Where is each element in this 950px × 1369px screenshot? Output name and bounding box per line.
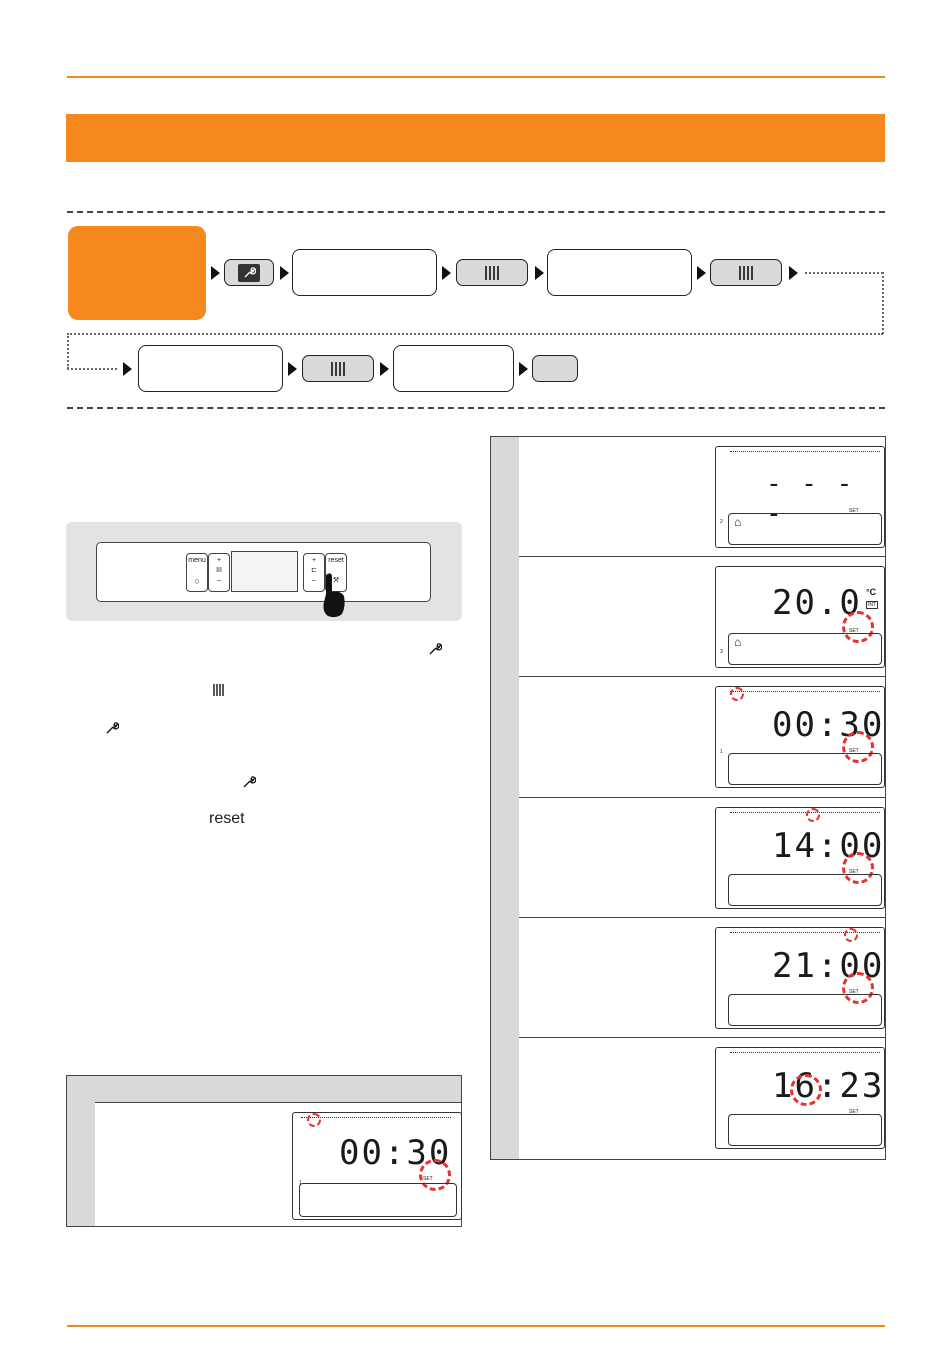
set-label: SET: [849, 748, 859, 754]
flow-step-box: [547, 249, 692, 296]
time-scale: [730, 812, 880, 813]
radiator-icon: III: [216, 567, 222, 574]
int-label: INT: [868, 602, 877, 608]
radiator-icon: [482, 264, 502, 282]
row-label: 1: [299, 1180, 302, 1186]
flow-bottom-dashed-line: [67, 407, 885, 409]
set-label: SET: [849, 1109, 859, 1115]
set-label: SET: [849, 989, 859, 995]
time-scale: [730, 451, 880, 452]
lcd-digits: 00:30: [772, 705, 885, 745]
table-index-column: [67, 1076, 95, 1226]
wrench-icon: ⚒: [332, 577, 340, 584]
flow-dotted-connector: [67, 368, 117, 370]
flow-top-dashed-line: [67, 211, 885, 213]
unit-label: °C: [866, 587, 877, 597]
lcd-screen: [715, 446, 885, 548]
top-rule: [67, 76, 885, 78]
minus-label: –: [312, 577, 316, 584]
flow-step-box: [138, 345, 283, 392]
wrench-icon: [428, 642, 442, 656]
row-label: 3: [720, 649, 723, 655]
radiator-icon: [211, 683, 225, 697]
set-label: SET: [849, 508, 859, 514]
radiator-icon: [328, 360, 348, 378]
power-icon: ○: [194, 576, 200, 586]
lcd-lower-frame: [728, 994, 882, 1026]
lcd-lower-frame: [728, 1114, 882, 1146]
radiator-button-pill: [302, 355, 374, 382]
home-icon: ⌂: [734, 515, 742, 529]
lcd-screen: [715, 807, 885, 909]
radiator-button-pill: [456, 259, 528, 286]
lcd-digits: 00:30: [339, 1133, 452, 1173]
flow-dotted-connector: [67, 333, 883, 335]
menu-button: [186, 553, 208, 592]
time-scale: [730, 1052, 880, 1053]
flow-step-box: [292, 249, 437, 296]
lcd-screen: [715, 686, 885, 788]
lcd-screen: [715, 927, 885, 1029]
lcd-lower-frame: [728, 874, 882, 906]
menu-label: menu: [188, 557, 206, 564]
flow-dotted-connector: [882, 272, 884, 334]
wrench-button-pill: [224, 259, 274, 286]
lcd-digits: - - - -: [766, 469, 855, 529]
row-label: 2: [720, 519, 723, 525]
blink-indicator: [730, 687, 744, 701]
flow-arrow: [442, 266, 451, 280]
table-divider: [519, 797, 885, 798]
blink-indicator: [806, 808, 820, 822]
table-divider: [519, 917, 885, 918]
lcd-digits: 16:23: [772, 1066, 885, 1106]
boiler-control-panel: [96, 542, 431, 602]
plus-label: +: [216, 557, 222, 564]
set-label: SET: [423, 1176, 433, 1182]
tap-icon: ⊏: [311, 567, 317, 574]
reset-word: reset: [209, 810, 245, 827]
lcd-digits: 21:00: [772, 946, 885, 986]
flow-arrow: [789, 266, 798, 280]
lcd-lower-frame: [728, 753, 882, 785]
flow-arrow: [123, 362, 132, 376]
plus-label: +: [311, 557, 317, 564]
lcd-lower-frame: [728, 513, 882, 545]
table-divider: [519, 676, 885, 677]
set-label: SET: [849, 628, 859, 634]
flow-arrow: [288, 362, 297, 376]
end-button-pill: [532, 355, 578, 382]
flow-arrow: [519, 362, 528, 376]
set-label: SET: [849, 869, 859, 875]
pointing-hand-icon: [318, 572, 348, 620]
wrench-icon: [105, 721, 119, 735]
flow-arrow: [535, 266, 544, 280]
table-index-column: [491, 437, 519, 1159]
flow-arrow: [211, 266, 220, 280]
time-scale: [301, 1117, 451, 1118]
home-icon: ⌂: [734, 635, 742, 649]
time-scale: [730, 691, 880, 692]
lcd-digits: 14:00: [772, 826, 885, 866]
table-divider: [519, 1037, 885, 1038]
section-banner: [66, 114, 885, 162]
flow-start-block: [68, 226, 206, 320]
lcd-lower-frame: [299, 1183, 457, 1217]
lcd-screen: [715, 566, 885, 668]
minus-label: –: [217, 577, 221, 584]
heating-button: [208, 553, 230, 592]
lcd-screen-small: [292, 1112, 462, 1220]
bottom-rule: [67, 1325, 885, 1327]
radiator-icon: [736, 264, 756, 282]
table-divider: [519, 556, 885, 557]
radiator-button-pill: [710, 259, 782, 286]
lcd-digits: 20.0: [772, 583, 862, 623]
flow-dotted-connector: [805, 272, 883, 274]
panel-display: [231, 551, 298, 592]
blink-indicator: [790, 1074, 822, 1106]
flow-arrow: [697, 266, 706, 280]
wrench-icon: [238, 264, 260, 282]
flow-step-box: [393, 345, 514, 392]
reset-label: reset: [328, 557, 344, 564]
blink-indicator: [307, 1113, 321, 1127]
row-label: 1: [720, 749, 723, 755]
blink-indicator: [844, 928, 858, 942]
flow-arrow: [280, 266, 289, 280]
lcd-lower-frame: [728, 633, 882, 665]
wrench-icon: [242, 775, 256, 789]
flow-arrow: [380, 362, 389, 376]
table-header-row: [67, 1076, 461, 1103]
table-divider: [95, 1102, 461, 1103]
lcd-screen: [715, 1047, 885, 1149]
flow-dotted-connector: [67, 333, 69, 369]
